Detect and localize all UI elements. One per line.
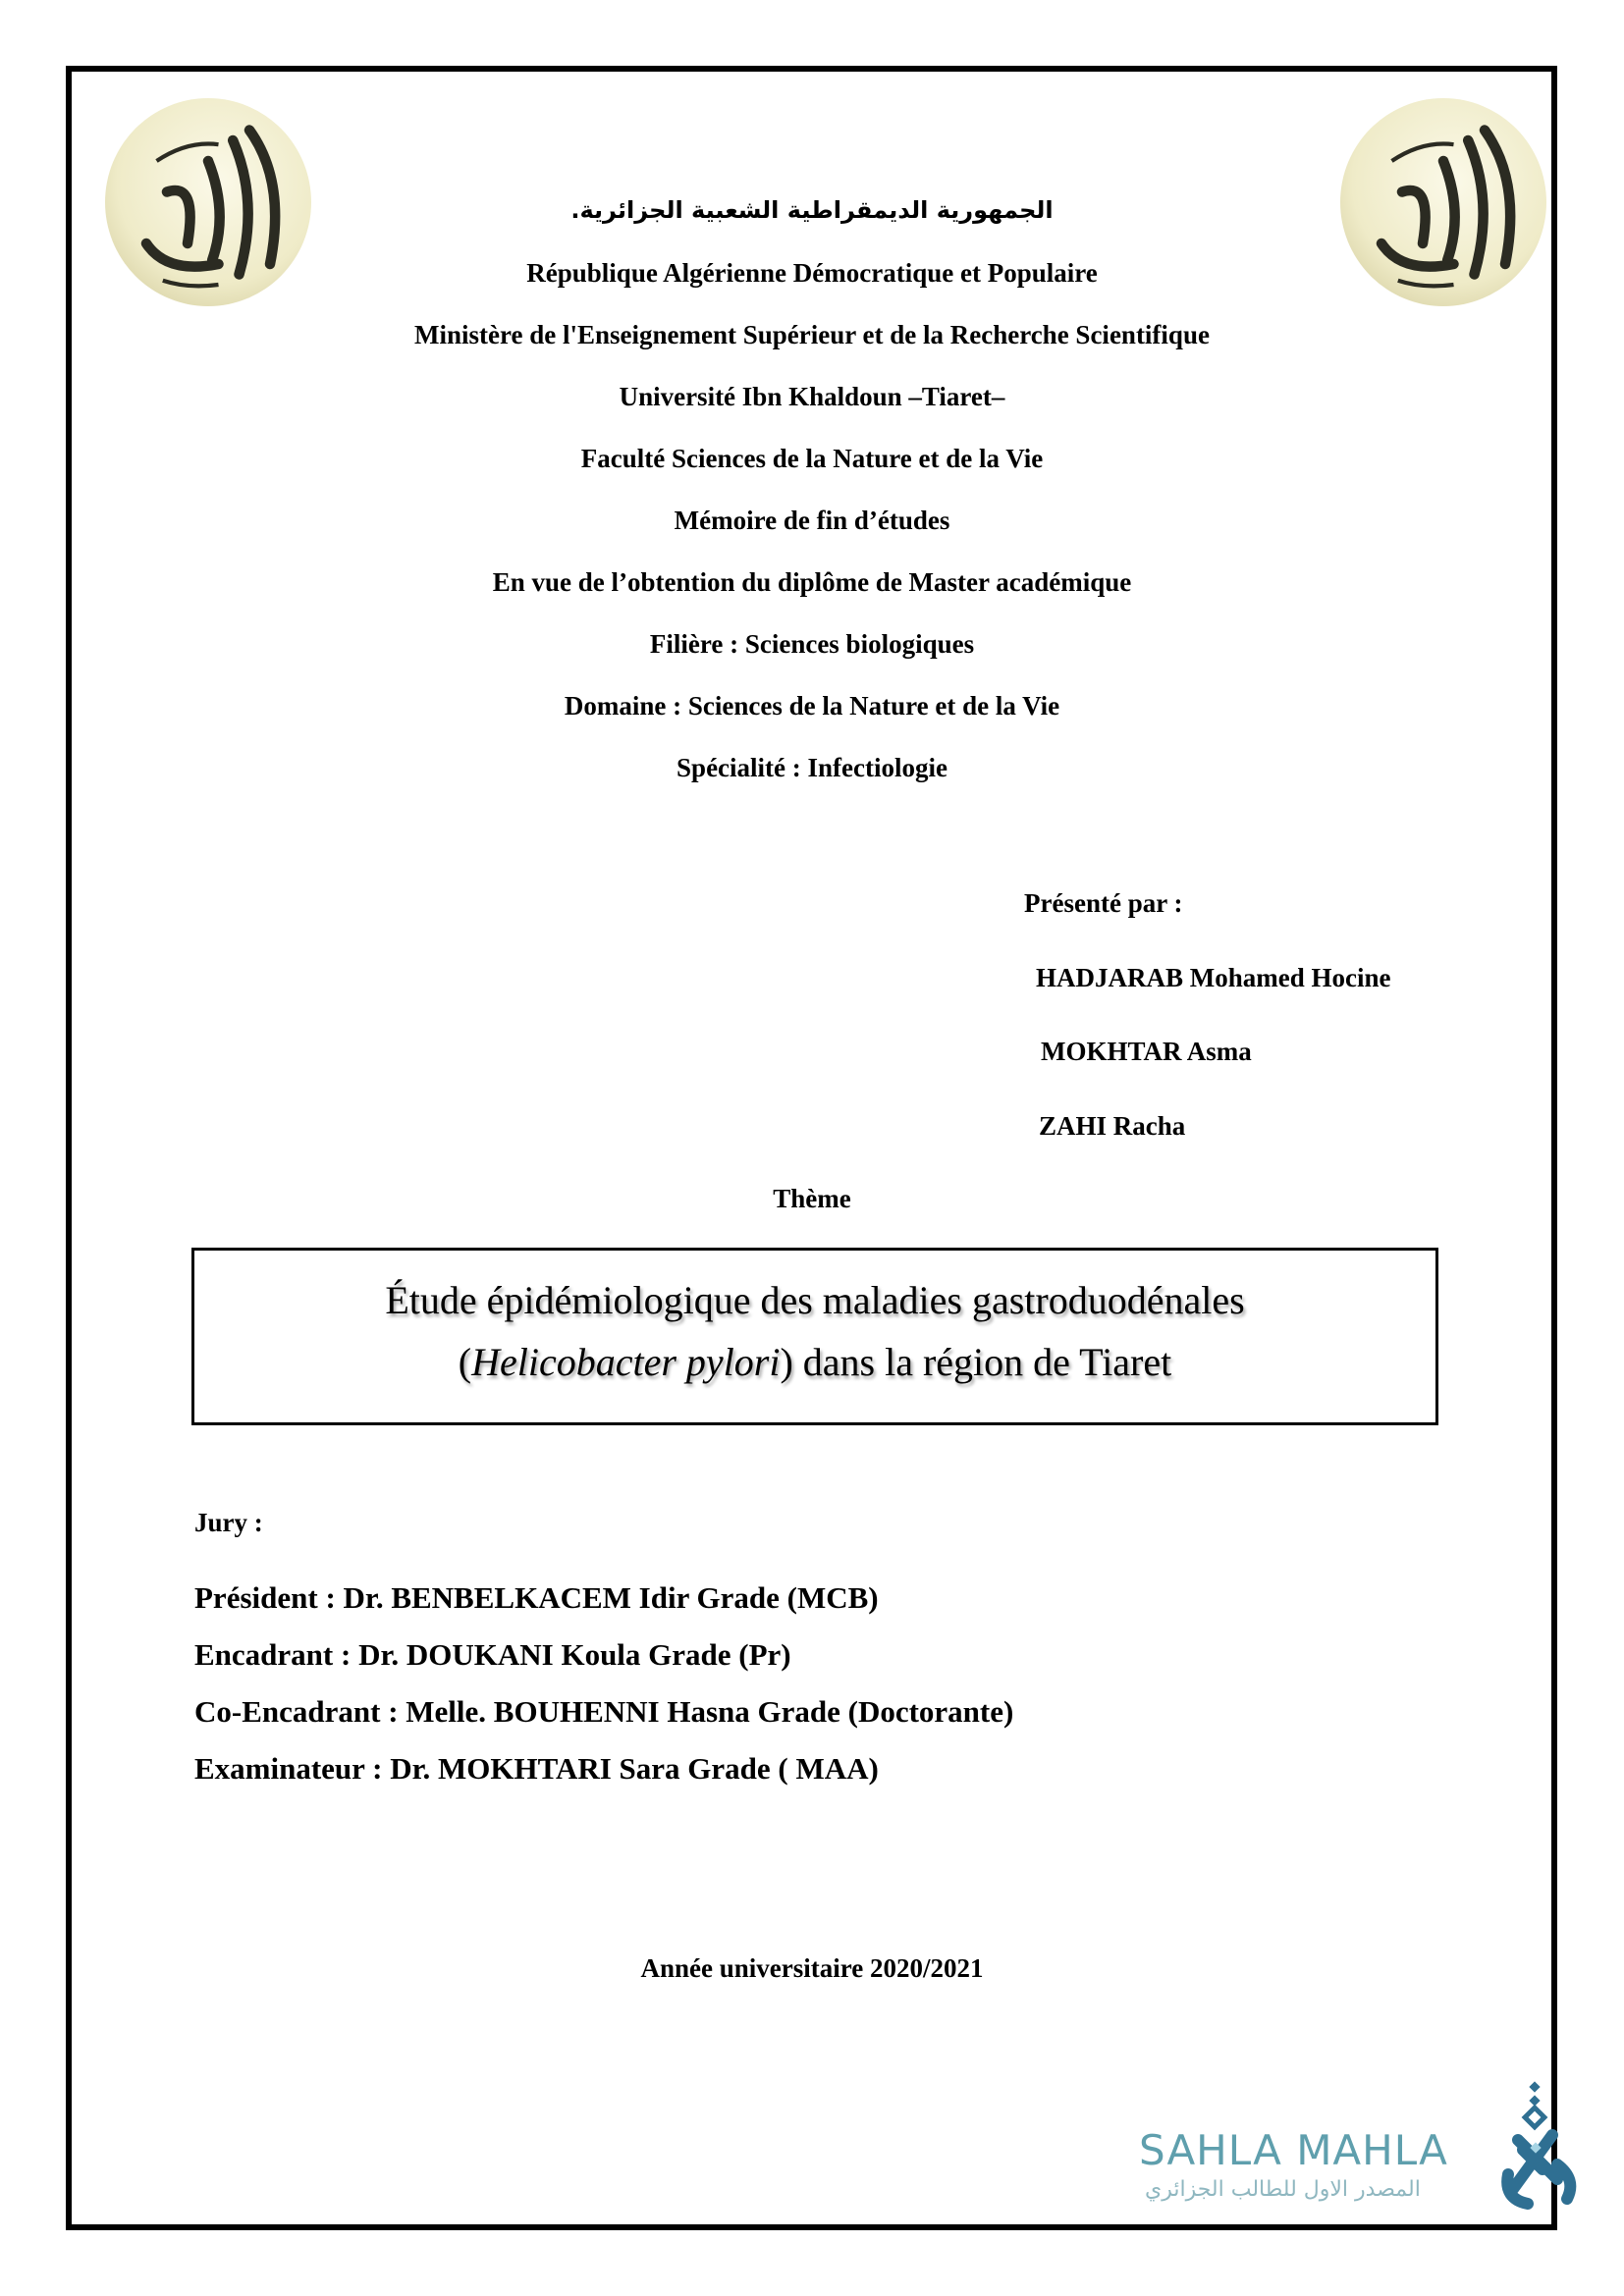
student-name: MOKHTAR Asma (1041, 1037, 1252, 1066)
student-name: ZAHI Racha (1039, 1111, 1186, 1141)
student-name: HADJARAB Mohamed Hocine (1036, 963, 1391, 992)
theme-title-box (191, 1248, 1438, 1425)
theme-title-line-2 (194, 1340, 1435, 1385)
ministry-line: Ministère de l'Enseignement Supérieur et de la Recherche Scientifique (414, 320, 1210, 349)
theme-label: Thème (773, 1184, 851, 1213)
jury-member-examinateur: Examinateur : Dr. MOKHTARI Sara Grade ( MAA) (194, 1751, 879, 1786)
academic-year: Année universitaire 2020/2021 (640, 1953, 984, 1983)
sahla-mahla-watermark (1139, 2120, 1571, 2228)
domaine-line: Domaine : Sciences de la Nature et de la Vie (564, 691, 1060, 721)
sahla-mahla-logo-icon (1498, 2081, 1577, 2218)
species-name: Helicobacter pylori (471, 1340, 781, 1384)
watermark-subtitle: المصدر الاول للطالب الجزائري (1145, 2177, 1421, 2202)
watermark-title: SAHLA MAHLA (1139, 2126, 1448, 2174)
theme-title-line-1: Étude épidémiologique des maladies gastroduodénales (385, 1278, 1245, 1322)
faculty-line: Faculté Sciences de la Nature et de la Vie (580, 444, 1044, 473)
theme-title-rest: ) dans la région de Tiaret (780, 1340, 1172, 1384)
degree-line: En vue de l’obtention du diplôme de Master académique (492, 567, 1132, 597)
jury-member-president: Président : Dr. BENBELKACEM Idir Grade (MCB) (194, 1580, 879, 1615)
jury-member-co-encadrant: Co-Encadrant : Melle. BOUHENNI Hasna Grade (Doctorante) (194, 1694, 1014, 1729)
paren-open: ( (458, 1340, 472, 1384)
filiere-line: Filière : Sciences biologiques (649, 629, 975, 659)
specialite-line: Spécialité : Infectiologie (677, 753, 947, 782)
jury-member-encadrant: Encadrant : Dr. DOUKANI Koula Grade (Pr) (194, 1637, 791, 1672)
memoire-line: Mémoire de fin d’études (674, 506, 950, 535)
presented-by-label: Présenté par : (1024, 888, 1183, 918)
republic-line: République Algérienne Démocratique et Populaire (526, 258, 1098, 288)
arabic-republic-title: الجمهورية الديمقراطية الشعبية الجزائرية. (570, 196, 1054, 224)
jury-label: Jury : (194, 1508, 263, 1537)
university-line: Université Ibn Khaldoun –Tiaret– (619, 382, 1005, 411)
